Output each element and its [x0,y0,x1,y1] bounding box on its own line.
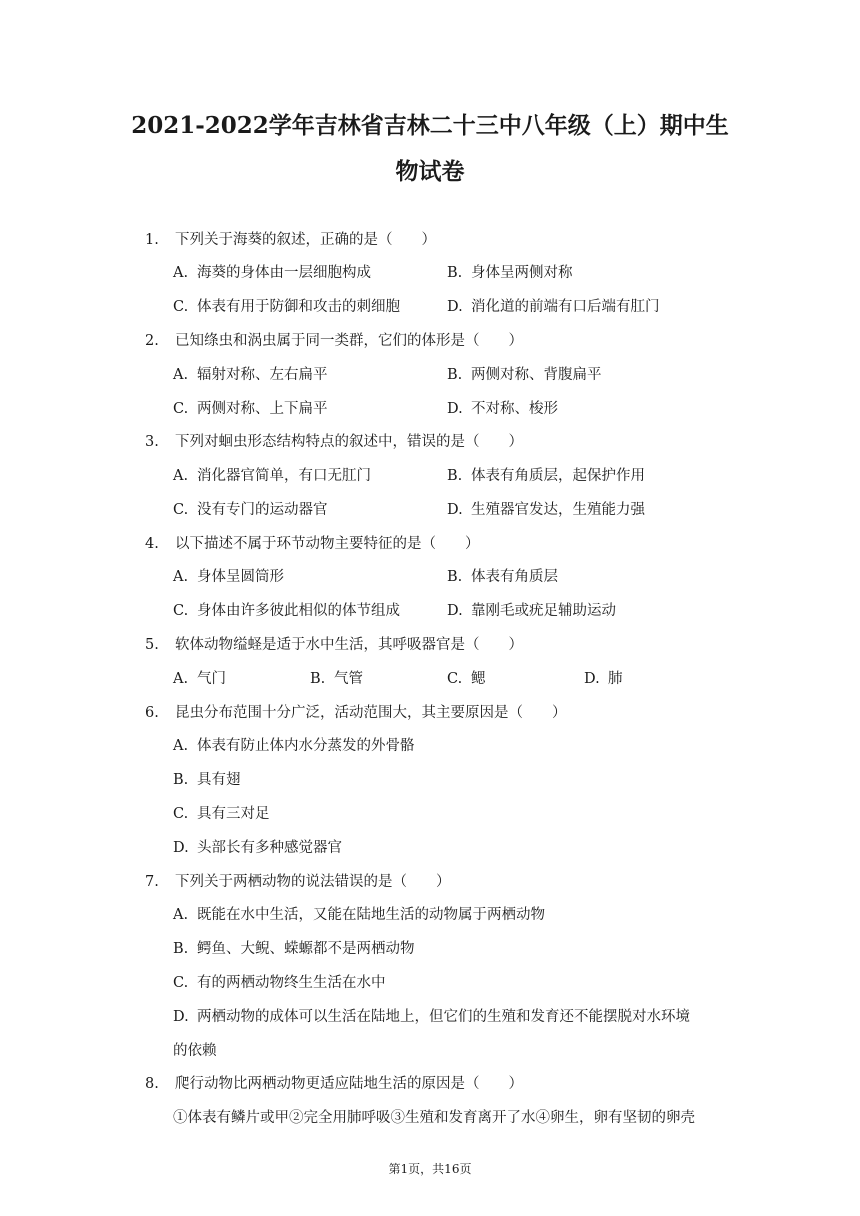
question-3 [145,432,523,452]
question-stem: 爬行动物比两栖动物更适应陆地生活的原因是（ ） [175,1076,523,1092]
option-5d: D. 肺 [584,671,623,687]
question-stem: 下列关于两栖动物的说法错误的是（ ） [175,874,451,890]
question-stem: 已知绦虫和涡虫属于同一类群，它们的体形是（ ） [175,333,523,349]
option-2b: B. 两侧对称、背腹扁平 [447,367,602,383]
option-3b: B. 体表有角质层，起保护作用 [447,468,645,484]
question-7 [145,872,451,892]
question-6 [145,703,567,723]
option-6c: C. 具有三对足 [173,806,270,822]
option-4d: D. 靠刚毛或疣足辅助运动 [447,603,616,619]
question-stem: 以下描述不属于环节动物主要特征的是（ ） [175,536,480,552]
question-number: 8. [145,1076,159,1092]
option-2d: D. 不对称、梭形 [447,401,558,417]
option-3d: D. 生殖器官发达，生殖能力强 [447,502,645,518]
option-5c: C. 鳃 [447,671,486,687]
option-5b: B. 气管 [310,671,363,687]
question-number: 7. [145,874,159,890]
option-4a: A. 身体呈圆筒形 [173,569,284,585]
option-3c: C. 没有专门的运动器官 [173,502,328,518]
option-7b: B. 鳄鱼、大鲵、蝾螈都不是两栖动物 [173,941,415,957]
option-1a: A. 海葵的身体由一层细胞构成 [173,265,371,281]
option-2a: A. 辐射对称、左右扁平 [173,367,328,383]
page-footer: 第1页，共16页 [388,1162,472,1176]
option-3a: A. 消化器官简单，有口无肛门 [173,468,371,484]
option-5a: A. 气门 [173,671,226,687]
option-7d-continuation: 的依赖 [173,1043,217,1059]
question-2 [145,331,523,351]
question-stem: 昆虫分布范围十分广泛，活动范围大，其主要原因是（ ） [175,705,567,721]
option-2c: C. 两侧对称、上下扁平 [173,401,328,417]
question-number: 4. [145,536,159,552]
question-1 [145,230,436,250]
option-1b: B. 身体呈两侧对称 [447,265,573,281]
option-1d: D. 消化道的前端有口后端有肛门 [447,299,660,315]
option-4c: C. 身体由许多彼此相似的体节组成 [173,603,400,619]
question-5 [145,635,523,655]
question-8-statements: ①体表有鳞片或甲②完全用肺呼吸③生殖和发育离开了水④卵生，卵有坚韧的卵壳 [173,1110,695,1126]
question-stem: 下列对蛔虫形态结构特点的叙述中，错误的是（ ） [175,434,523,450]
option-6d: D. 头部长有多种感觉器官 [173,840,342,856]
option-6a: A. 体表有防止体内水分蒸发的外骨骼 [173,738,415,754]
option-7a: A. 既能在水中生活，又能在陆地生活的动物属于两栖动物 [173,907,545,923]
title-line-1: 2021-2022学年吉林省吉林二十三中八年级（上）期中生 [131,112,729,139]
question-number: 6. [145,705,159,721]
question-number: 3. [145,434,159,450]
option-7c: C. 有的两栖动物终生生活在水中 [173,975,386,991]
option-1c: C. 体表有用于防御和攻击的刺细胞 [173,299,400,315]
question-stem: 下列关于海葵的叙述，正确的是（ ） [175,232,436,248]
question-number: 1. [145,232,159,248]
option-7d: D. 两栖动物的成体可以生活在陆地上，但它们的生殖和发育还不能摆脱对水环境 [173,1009,690,1025]
option-4b: B. 体表有角质层 [447,569,558,585]
title-line-2: 物试卷 [395,158,465,185]
option-6b: B. 具有翅 [173,772,241,788]
question-number: 5. [145,637,159,653]
question-4 [145,534,480,554]
question-stem: 软体动物缢蛏是适于水中生活，其呼吸器官是（ ） [175,637,523,653]
page-title [100,103,760,195]
question-8 [145,1074,523,1094]
question-number: 2. [145,333,159,349]
